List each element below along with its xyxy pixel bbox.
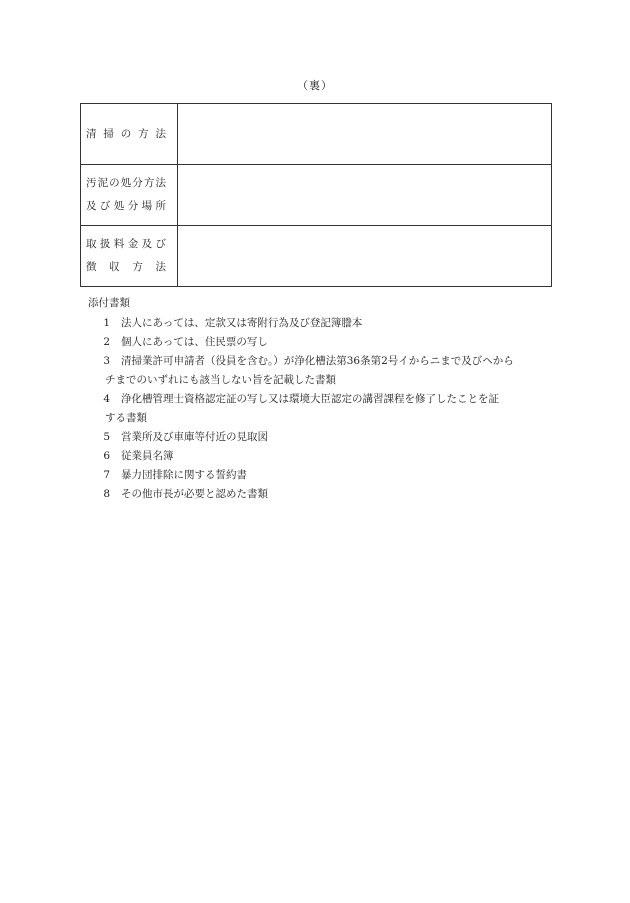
value-cleaning-method[interactable] bbox=[178, 104, 552, 165]
item-text: 暴力団排除に関する誓約書 bbox=[121, 469, 247, 481]
form-row-cleaning-method bbox=[81, 104, 552, 165]
item-number: 5 bbox=[103, 431, 110, 443]
form-row-fees bbox=[81, 226, 552, 287]
item-text: 清掃業許可申請者（役員を含む。）が浄化槽法第36条第2号イからニまで及びヘから bbox=[121, 355, 514, 367]
item-text-continued: チまでのいずれにも該当しない旨を記載した書類 bbox=[105, 374, 336, 386]
label-line: 清 掃 の 方 法 bbox=[86, 127, 166, 140]
item-text: 法人にあっては、定款又は寄附行為及び登記簿謄本 bbox=[121, 317, 363, 329]
label-fees bbox=[81, 226, 178, 287]
attachment-item bbox=[88, 485, 558, 504]
application-form-table bbox=[80, 103, 552, 287]
item-number: 8 bbox=[103, 488, 110, 500]
attachment-item bbox=[88, 390, 558, 409]
attachments-section bbox=[88, 294, 558, 504]
attachments-title: 添付書類 bbox=[88, 297, 130, 309]
form-row-sludge-disposal bbox=[81, 165, 552, 226]
item-number: 2 bbox=[103, 336, 110, 348]
item-text: 従業員名簿 bbox=[121, 450, 174, 462]
label-sludge-disposal bbox=[81, 165, 178, 226]
item-number: 3 bbox=[103, 355, 110, 367]
label-line: 汚泥の処分方法 bbox=[86, 177, 166, 189]
item-text: 浄化槽管理士資格認定証の写し又は環境大臣認定の講習課程を修了したことを証 bbox=[121, 393, 499, 405]
attachment-item bbox=[88, 466, 558, 485]
value-sludge-disposal[interactable] bbox=[178, 165, 552, 226]
attachment-item bbox=[88, 314, 558, 333]
item-text-continued: する書類 bbox=[105, 412, 147, 424]
item-number: 4 bbox=[103, 393, 110, 405]
item-number: 1 bbox=[103, 317, 110, 329]
value-fees[interactable] bbox=[178, 226, 552, 287]
page-title: （裏） bbox=[297, 79, 333, 92]
attachment-item bbox=[88, 352, 558, 371]
item-number: 6 bbox=[103, 450, 110, 462]
label-line: 徴 収 方 法 bbox=[86, 261, 166, 273]
attachment-item bbox=[88, 447, 558, 466]
attachment-item bbox=[88, 428, 558, 447]
item-text: 営業所及び車庫等付近の見取図 bbox=[121, 431, 268, 443]
item-text: その他市長が必要と認めた書類 bbox=[121, 488, 268, 500]
item-number: 7 bbox=[103, 469, 110, 481]
attachment-item bbox=[88, 333, 558, 352]
item-text: 個人にあっては、住民票の写し bbox=[121, 336, 268, 348]
label-line: 取扱料金及び bbox=[86, 238, 166, 250]
label-cleaning-method bbox=[81, 104, 178, 165]
label-line: 及び処分場所 bbox=[86, 200, 166, 212]
